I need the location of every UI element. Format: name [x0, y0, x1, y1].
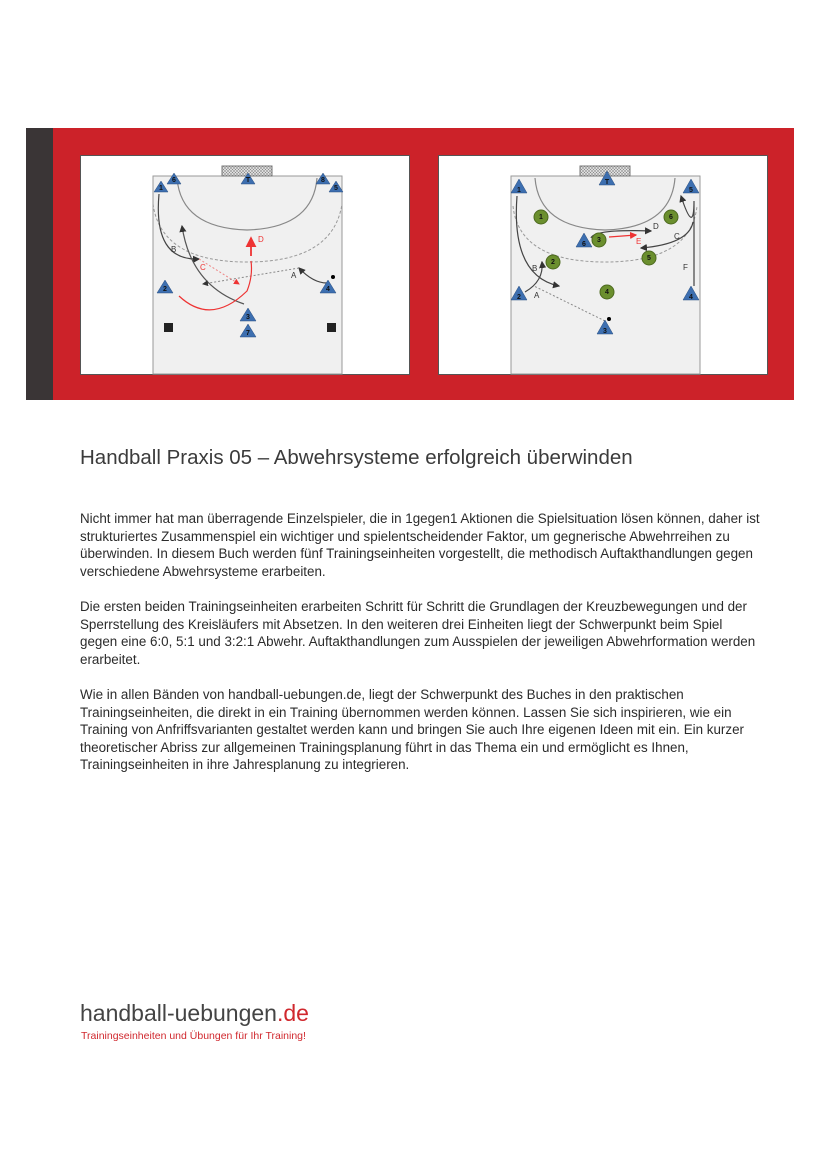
brand-tagline: Trainingseinheiten und Übungen für Ihr Training!: [81, 1030, 306, 1042]
label-f: F: [683, 263, 688, 272]
player-2: 2: [163, 286, 167, 293]
paragraph-intro: Nicht immer hat man überragende Einzelspieler, die in 1gegen1 Aktionen die Spielsituation lösen können, daher ist strukturiertes Zusammenspiel ein wichtiger und spielentscheidender Faktor, um gegnerische Abwehrreihen zu überwinden. In diesem Buch werden fünf Trainingseinheiten vorgestellt, die methodisch Auftakthandlungen gegen verschiedene Abwehrsysteme erarbeiten.: [80, 511, 760, 579]
player-6: 6: [582, 241, 586, 248]
label-b: B: [532, 264, 538, 273]
paragraph-practice: Wie in allen Bänden von handball-uebungen.de, liegt der Schwerpunkt des Buches in den praktischen Trainingseinheiten, die direkt in ein Training übernommen werden können. Lassen Sie sich inspirieren, wie ein Training von Anfriffsvarianten gestaltet werden kann und bringen Sie auch Ihre eigenen Ideen mit ein. Ein kurzer theoretischer Abriss zur allgemeinen Trainingsplanung führt in das Thema ein und ermöglicht es Ihnen, Trainingseinheiten in ihre Jahresplanung zu integrieren.: [80, 687, 744, 773]
player-6: 6: [172, 177, 176, 184]
player-3: 3: [246, 314, 250, 321]
defender-3: 3: [597, 237, 601, 244]
label-a: A: [534, 291, 540, 300]
player-4: 4: [689, 294, 693, 301]
label-c: C: [200, 263, 206, 272]
player-1: 1: [159, 185, 163, 192]
player-5: 5: [689, 187, 693, 194]
paragraph-units: Die ersten beiden Trainingseinheiten erarbeiten Schritt für Schritt die Grundlagen der Kreuzbewegungen und der Sperrstellung des Kreisläufers mit Absetzen. In den weiteren drei Einheiten liegt der Schwerpunkt beim Spiel gegen eine 6:0, 5:1 und 3:2:1 Abwehr. Auftakthandlungen zum Ausspielen der jeweiligen Abwehrformation werden erarbeitet.: [80, 599, 756, 667]
player-t: T: [604, 179, 610, 186]
player-t: T: [245, 177, 251, 184]
player-7: 7: [246, 330, 250, 337]
label-d: D: [653, 222, 659, 231]
label-c: C: [674, 232, 680, 241]
logo-tld: .de: [276, 1000, 309, 1026]
diagram-right: [438, 155, 768, 375]
player-3: 3: [603, 328, 607, 335]
player-5: 5: [334, 185, 338, 192]
page-title: Handball Praxis 05 – Abwehrsysteme erfolgreich überwinden: [80, 446, 633, 469]
brand-logo: [80, 1000, 309, 1027]
player-1: 1: [517, 187, 521, 194]
player-2: 2: [517, 294, 521, 301]
label-e: E: [636, 237, 642, 246]
defender-6: 6: [669, 214, 673, 221]
side-strip: [26, 128, 53, 400]
player-4: 4: [326, 286, 330, 293]
label-d: D: [258, 235, 264, 244]
player-8: 8: [321, 177, 325, 184]
label-a: A: [291, 271, 297, 280]
defender-5: 5: [647, 255, 651, 262]
diagram-left: [80, 155, 410, 375]
defender-4: 4: [605, 289, 609, 296]
logo-name: handball-uebungen: [80, 1000, 277, 1026]
defender-2: 2: [551, 259, 555, 266]
defender-1: 1: [539, 214, 543, 221]
label-b: B: [171, 245, 177, 254]
